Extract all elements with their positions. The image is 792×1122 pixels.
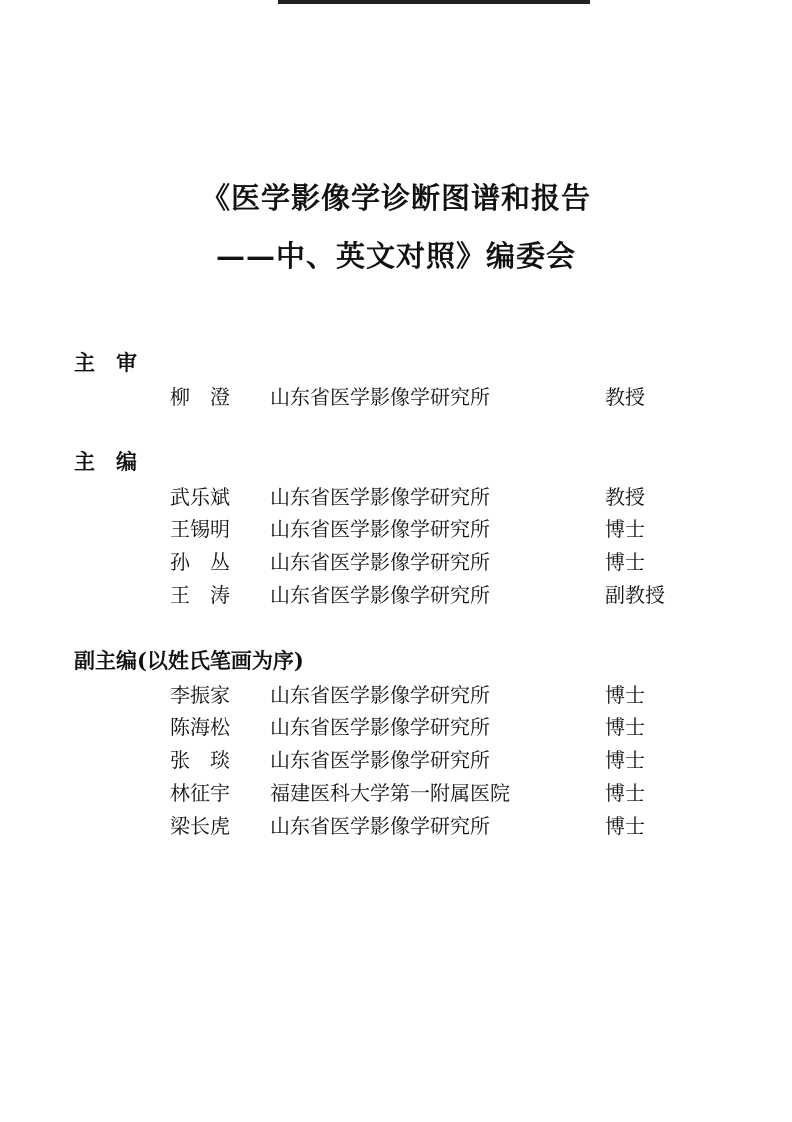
member-title: 教授 [605, 485, 645, 509]
member-name: 王锡明 [170, 517, 230, 541]
member-row [170, 513, 730, 545]
member-institution: 山东省医学影像学研究所 [270, 550, 490, 574]
member-name: 孙 丛 [170, 550, 230, 574]
member-name: 王 涛 [170, 583, 230, 607]
member-row [170, 579, 730, 611]
page-title-line-2: ——中、英文对照》编委会 [215, 239, 576, 273]
member-title: 博士 [605, 715, 645, 739]
member-row [170, 744, 730, 776]
member-row [170, 777, 730, 809]
member-row [170, 679, 730, 711]
member-title: 副教授 [605, 583, 665, 607]
member-title: 博士 [605, 748, 645, 772]
member-row [170, 711, 730, 743]
member-title: 博士 [605, 550, 645, 574]
member-name: 梁长虎 [170, 814, 230, 838]
member-row [170, 381, 730, 413]
member-row [170, 481, 730, 513]
member-name: 柳 澄 [170, 385, 230, 409]
member-institution: 山东省医学影像学研究所 [270, 485, 490, 509]
member-institution: 山东省医学影像学研究所 [270, 748, 490, 772]
member-title: 教授 [605, 385, 645, 409]
page-title-line-1: 《医学影像学诊断图谱和报告 [200, 181, 591, 215]
section-heading-deputy-editor: 副主编(以姓氏笔画为序) [74, 648, 304, 673]
member-title: 博士 [605, 781, 645, 805]
member-title: 博士 [605, 683, 645, 707]
member-row [170, 810, 730, 842]
member-institution: 山东省医学影像学研究所 [270, 517, 490, 541]
member-institution: 山东省医学影像学研究所 [270, 715, 490, 739]
member-name: 陈海松 [170, 715, 230, 739]
member-name: 武乐斌 [170, 485, 230, 509]
section-heading-chief-editor: 主 编 [74, 449, 137, 474]
member-name: 李振家 [170, 683, 230, 707]
member-name: 张 琰 [170, 748, 230, 772]
member-title: 博士 [605, 517, 645, 541]
section-heading-chief-reviewer: 主 审 [74, 350, 137, 375]
member-institution: 山东省医学影像学研究所 [270, 385, 490, 409]
top-rule [278, 0, 590, 4]
member-institution: 福建医科大学第一附属医院 [270, 781, 510, 805]
member-name: 林征宇 [170, 781, 230, 805]
member-institution: 山东省医学影像学研究所 [270, 683, 490, 707]
member-institution: 山东省医学影像学研究所 [270, 814, 490, 838]
member-institution: 山东省医学影像学研究所 [270, 583, 490, 607]
member-row [170, 546, 730, 578]
member-title: 博士 [605, 814, 645, 838]
